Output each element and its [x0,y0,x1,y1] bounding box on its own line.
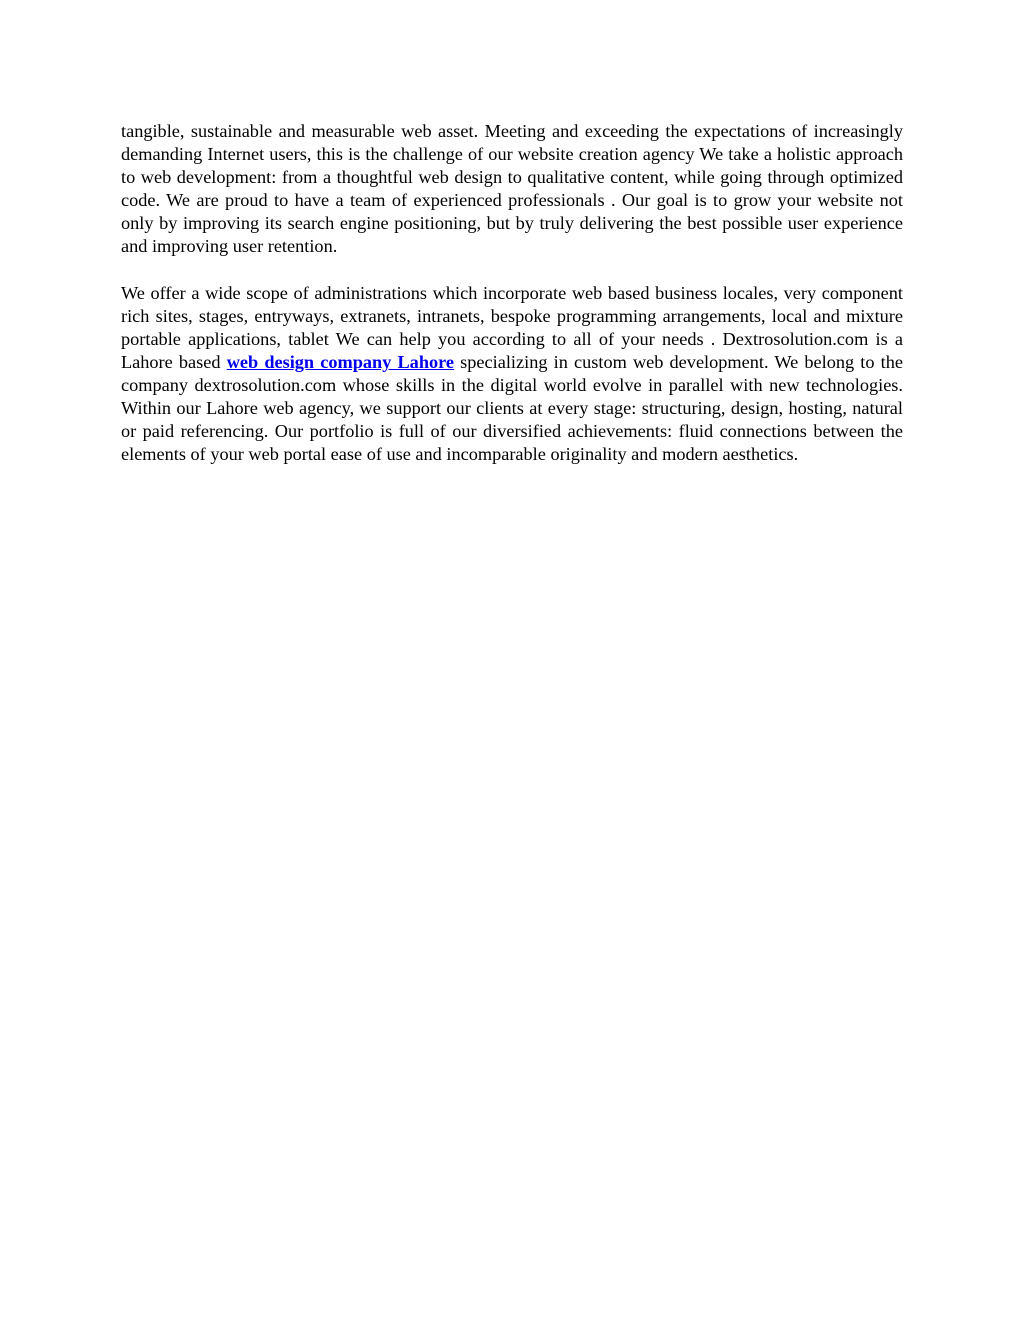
paragraph-services [121,282,903,467]
paragraph-services-text-after: specializing in custom web development. We belong to the company dextrosolution.com whose skills in the digital world evolve in parallel with new technologies. Within our Lahore web agency, we support our clients at every stage: structuring, design, hosting, natural or paid referencing. Our portfolio is full of our diversified achievements: fluid connections between the elements of your web portal ease of use and incomparable originality and modern aesthetics. [121,352,903,465]
web-design-company-link[interactable]: web design company Lahore [226,352,455,373]
paragraph-intro-text: tangible, sustainable and measurable web asset. Meeting and exceeding the expectations of increasingly demanding Internet users, this is the challenge of our website creation agency We take a holistic approach to web development: from a thoughtful web design to qualitative content, while going through optimized code. We are proud to have a team of experienced professionals . Our goal is to grow your website not only by improving its search engine positioning, but by truly delivering the best possible user experience and improving user retention. [121,121,903,257]
paragraph-intro [121,120,903,259]
paragraph-services-text-before: We offer a wide scope of administrations which incorporate web based business locales, very component rich sites, stages, entryways, extranets, intranets, bespoke programming arrangements, local and mixture portable applications, tablet We can help you according to all of your needs . Dextrosolution.com is a Lahore based [121,282,903,373]
document-page [121,120,903,490]
